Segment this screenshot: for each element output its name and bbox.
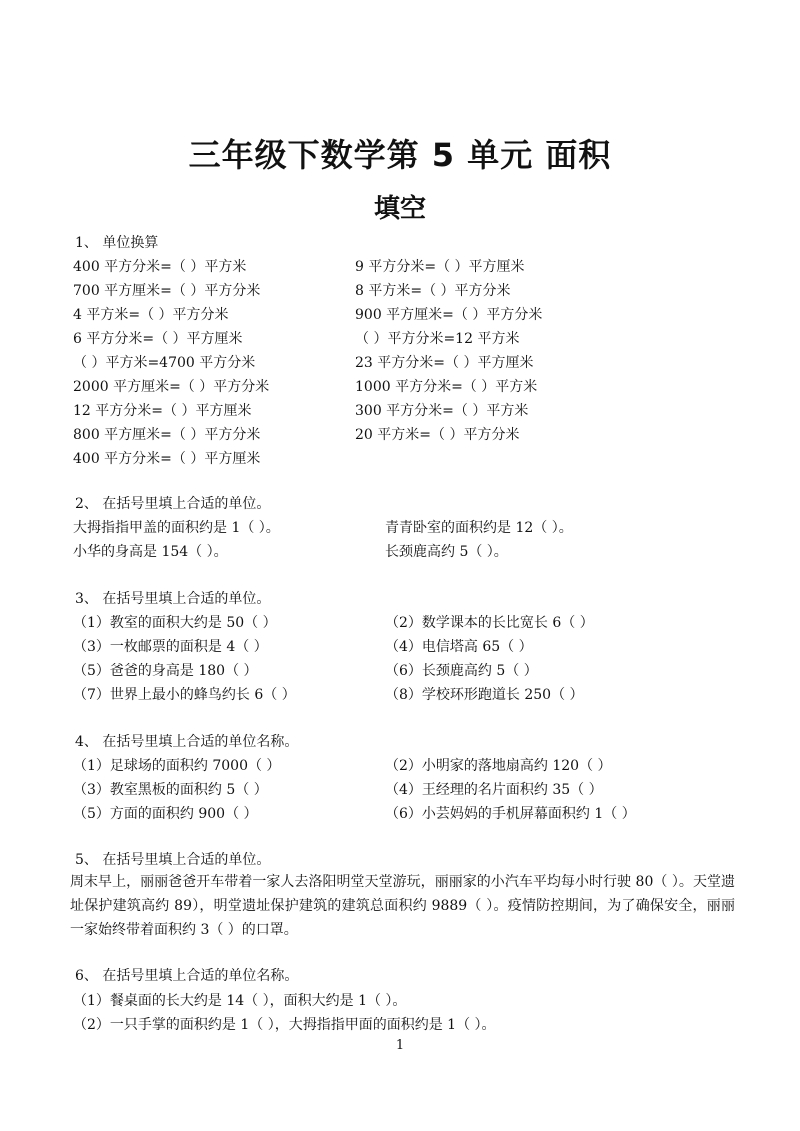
s3-left-2: （3）一枚邮票的面积是 4（ ） (73, 639, 268, 655)
section-5-heading: 5、 在括号里填上合适的单位。 (75, 852, 271, 868)
s1-right-4: （ ）平方分米=12 平方米 (355, 331, 520, 347)
s2-left-1: 大拇指指甲盖的面积约是 1（ ）。 (73, 520, 280, 536)
section-6-heading: 6、 在括号里填上合适的单位名称。 (75, 968, 299, 984)
s1-right-5: 23 平方分米=（ ）平方厘米 (355, 355, 534, 371)
s1-right-2: 8 平方米=（ ）平方分米 (355, 283, 511, 299)
s1-right-8: 20 平方米=（ ）平方分米 (355, 427, 520, 443)
s4-left-1: （1）足球场的面积约 7000（ ） (73, 758, 281, 774)
s2-left-2: 小华的身高是 154（ ）。 (73, 544, 228, 560)
s4-right-3: （6）小芸妈妈的手机屏幕面积约 1（ ） (385, 806, 636, 822)
s3-right-3: （6）长颈鹿高约 5（ ） (385, 663, 538, 679)
s1-left-4: 6 平方分米=（ ）平方厘米 (73, 331, 243, 347)
s1-left-5: （ ）平方米=4700 平方分米 (73, 355, 256, 371)
s3-left-3: （5）爸爸的身高是 180（ ） (73, 663, 258, 679)
s1-right-1: 9 平方分米=（ ）平方厘米 (355, 259, 525, 275)
s1-left-8: 800 平方厘米=（ ）平方分米 (73, 427, 261, 443)
s3-left-4: （7）世界上最小的蜂鸟约长 6（ ） (73, 687, 296, 703)
page-title: 三年级下数学第 5 单元 面积 (188, 136, 612, 174)
s1-right-6: 1000 平方分米=（ ）平方米 (355, 379, 538, 395)
s2-right-1: 青青卧室的面积约是 12（ ）。 (385, 520, 573, 536)
s1-left-6: 2000 平方厘米=（ ）平方分米 (73, 379, 270, 395)
section-2-heading: 2、 在括号里填上合适的单位。 (75, 496, 271, 512)
s3-right-1: （2）数学课本的长比宽长 6（ ） (385, 615, 594, 631)
section-3-heading: 3、 在括号里填上合适的单位。 (75, 591, 271, 607)
s1-left-7: 12 平方分米=（ ）平方厘米 (73, 403, 252, 419)
page-subtitle: 填空 (373, 194, 426, 224)
s2-right-2: 长颈鹿高约 5（ ）。 (385, 544, 508, 560)
section-1-heading: 1、 单位换算 (75, 235, 159, 251)
s6-line-1: （1）餐桌面的长大约是 14（ ），面积大约是 1（ ）。 (73, 993, 407, 1009)
s4-left-2: （3）教室黑板的面积约 5（ ） (73, 782, 268, 798)
page-number: 1 (395, 1038, 405, 1053)
s1-left-2: 700 平方厘米=（ ）平方分米 (73, 283, 261, 299)
s3-right-4: （8）学校环形跑道长 250（ ） (385, 687, 584, 703)
s1-right-3: 900 平方厘米=（ ）平方分米 (355, 307, 543, 323)
s4-left-3: （5）方面的面积约 900（ ） (73, 806, 258, 822)
s4-right-1: （2）小明家的落地扇高约 120（ ） (385, 758, 612, 774)
s1-left-9: 400 平方分米=（ ）平方厘米 (73, 451, 261, 467)
s4-right-2: （4）王经理的名片面积约 35（ ） (385, 782, 603, 798)
s1-left-1: 400 平方分米=（ ）平方米 (73, 259, 247, 275)
section-4-heading: 4、 在括号里填上合适的单位名称。 (75, 734, 299, 750)
s5-paragraph: 周末早上，丽丽爸爸开车带着一家人去洛阳明堂天堂游玩，丽丽家的小汽车平均每小时行驶 80（ ）。天堂遗址保护建筑高约 89），明堂遗址保护建筑的建筑总面积约 9889（ ）。疫情防控期间，为了确保安全，丽丽一家始终带着面积约 3（ ）的口罩。 (70, 874, 735, 938)
s1-right-7: 300 平方分米=（ ）平方米 (355, 403, 529, 419)
s3-left-1: （1）教室的面积大约是 50（ ） (73, 615, 277, 631)
s3-right-2: （4）电信塔高 65（ ） (385, 639, 533, 655)
s1-left-3: 4 平方米=（ ）平方分米 (73, 307, 229, 323)
s6-line-2: （2）一只手掌的面积约是 1（ ），大拇指指甲面的面积约是 1（ ）。 (73, 1017, 496, 1033)
